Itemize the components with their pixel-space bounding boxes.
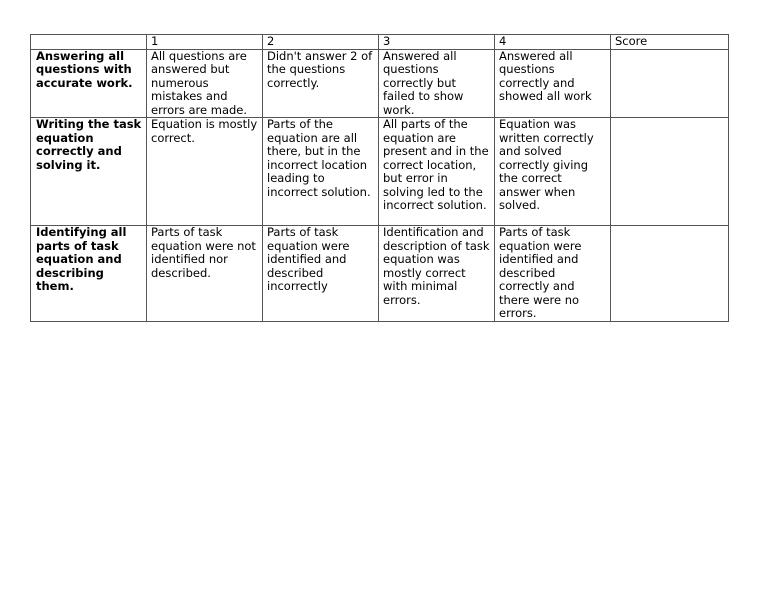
rubric-table — [30, 34, 729, 322]
level-4-cell: Equation was written correctly and solved correctly giving the correct answer when solved. — [495, 118, 611, 226]
header-cell-criterion — [31, 35, 147, 50]
header-cell-level-4: 4 — [495, 35, 611, 50]
criterion-cell: Writing the task equation correctly and solving it. — [31, 118, 147, 226]
level-2-cell: Parts of task equation were identified and described incorrectly — [263, 226, 379, 322]
level-4-cell: Answered all questions correctly and showed all work — [495, 49, 611, 118]
header-row — [31, 35, 729, 50]
criterion-cell: Answering all questions with accurate work. — [31, 49, 147, 118]
level-4-cell: Parts of task equation were identified and described correctly and there were no errors. — [495, 226, 611, 322]
level-1-cell: Equation is mostly correct. — [147, 118, 263, 226]
table-row — [31, 118, 729, 226]
level-1-cell: All questions are answered but numerous mistakes and errors are made. — [147, 49, 263, 118]
score-cell — [611, 49, 729, 118]
header-cell-level-2: 2 — [263, 35, 379, 50]
header-cell-level-3: 3 — [379, 35, 495, 50]
level-3-cell: Identification and description of task equation was mostly correct with minimal errors. — [379, 226, 495, 322]
criterion-cell: Identifying all parts of task equation and describing them. — [31, 226, 147, 322]
level-2-cell: Parts of the equation are all there, but in the incorrect location leading to incorrect solution. — [263, 118, 379, 226]
score-cell — [611, 118, 729, 226]
table-row — [31, 49, 729, 118]
level-2-cell: Didn't answer 2 of the questions correctly. — [263, 49, 379, 118]
header-cell-level-1: 1 — [147, 35, 263, 50]
table-row — [31, 226, 729, 322]
level-3-cell: All parts of the equation are present and in the correct location, but error in solving led to the incorrect solution. — [379, 118, 495, 226]
score-cell — [611, 226, 729, 322]
level-3-cell: Answered all questions correctly but failed to show work. — [379, 49, 495, 118]
header-cell-score: Score — [611, 35, 729, 50]
level-1-cell: Parts of task equation were not identified nor described. — [147, 226, 263, 322]
